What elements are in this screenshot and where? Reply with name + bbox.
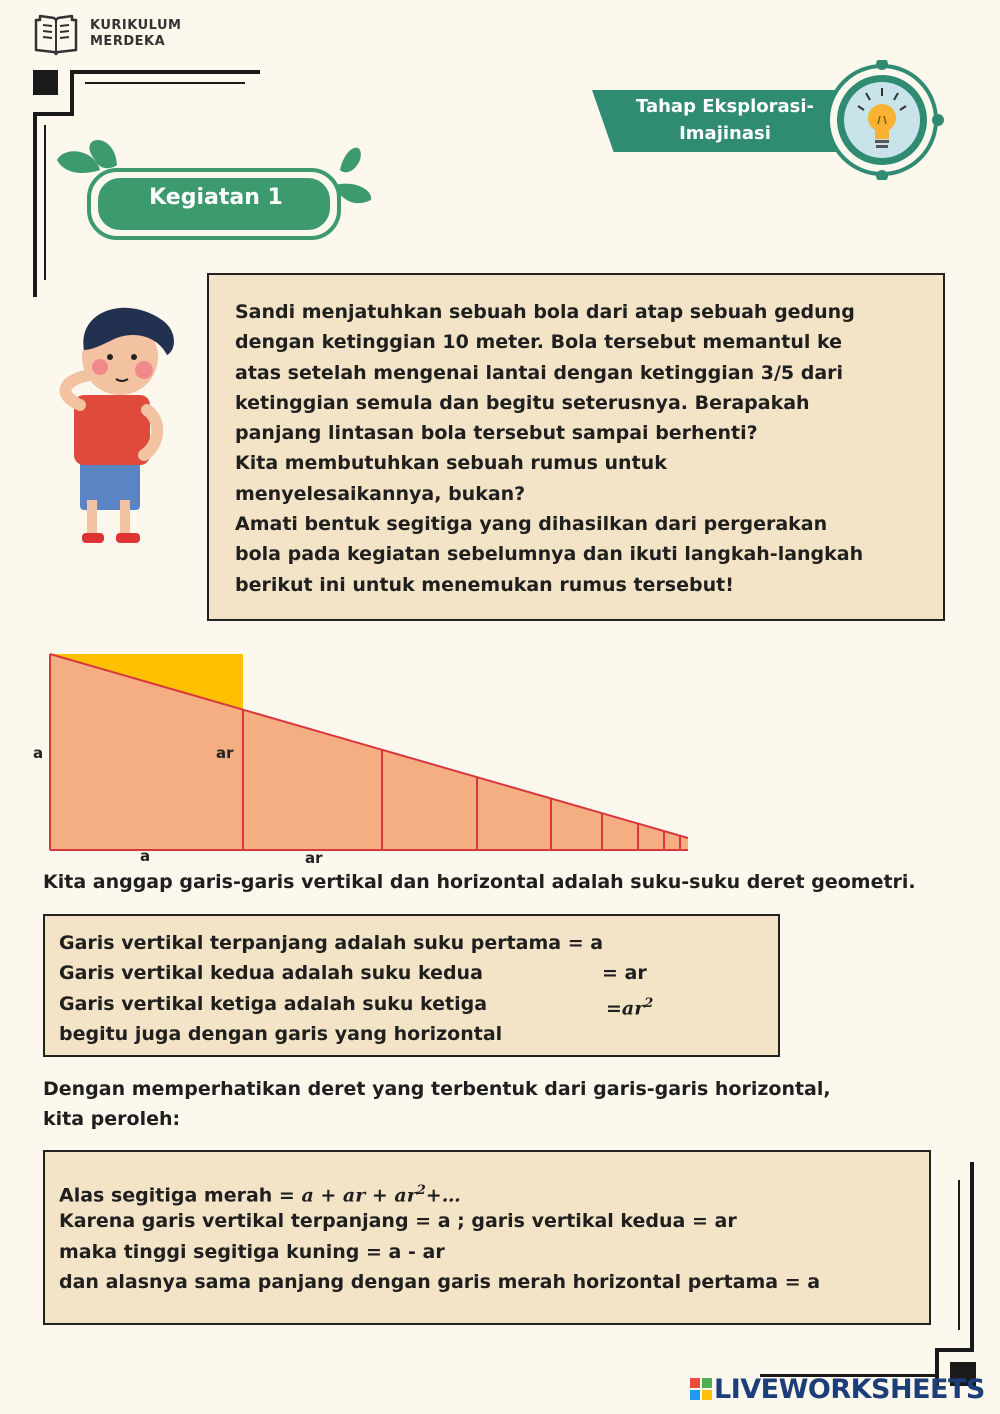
liveworksheets-logo-icon	[690, 1378, 712, 1400]
red-triangle	[50, 654, 688, 850]
intro-line: panjang lintasan bola tersebut sampai berhenti?	[235, 422, 758, 445]
frame-line	[935, 1348, 974, 1352]
activity-label: Kegiatan 1	[149, 185, 283, 210]
triangle-diagram	[30, 640, 710, 870]
paragraph	[43, 1074, 831, 1134]
garis-row-3-eq-sign: =	[606, 996, 622, 1019]
frame-corner-square	[33, 70, 58, 95]
brand-name	[90, 18, 181, 50]
intro-box	[207, 273, 945, 621]
garis-row-3-exp: 2	[644, 995, 654, 1011]
brand-line-2: MERDEKA	[90, 34, 166, 49]
liveworksheets-watermark	[690, 1374, 985, 1405]
intro-line: Sandi menjatuhkan sebuah bola dari atap sebuah gedung	[235, 301, 855, 323]
frame-line	[958, 1180, 960, 1330]
intro-line: berikut ini untuk menemukan rumus tersebut!	[235, 573, 734, 596]
alas-line-2: Karena garis vertikal terpanjang = a ; garis vertikal kedua = ar	[59, 1210, 737, 1233]
intro-line: bola pada kegiatan sebelumnya dan ikuti langkah-langkah	[235, 543, 864, 566]
paragraph-line-1: Dengan memperhatikan deret yang terbentuk dari garis-garis horizontal,	[43, 1078, 831, 1100]
garis-box	[43, 914, 780, 1057]
stage-title: Tahap Eksplorasi-Imajinasi	[636, 96, 814, 144]
alas-line-4: dan alasnya sama panjang dengan garis merah horizontal pertama = a	[59, 1270, 821, 1293]
intro-line: ketinggian semula dan begitu seterusnya. Berapakah	[235, 391, 810, 414]
frame-line	[33, 112, 74, 116]
frame-line	[70, 70, 74, 115]
label-a-height: a	[33, 744, 44, 762]
intro-line: Kita membutuhkan sebuah rumus untuk	[235, 452, 667, 475]
paragraph-line-2: kita peroleh:	[43, 1108, 181, 1130]
intro-line: menyelesaikannya, bukan?	[235, 482, 526, 505]
garis-row-2-text: Garis vertikal kedua adalah suku kedua	[59, 962, 483, 985]
alas-line-1	[59, 1176, 929, 1206]
garis-row-2-eq: = ar	[602, 962, 647, 985]
alas-line-1-text: Alas segitiga merah =	[59, 1184, 302, 1207]
label-ar-base: ar	[305, 849, 323, 867]
alas-line-1-math: a + ar + ar	[301, 1184, 417, 1207]
alas-line-1-exp: 2	[416, 1183, 426, 1198]
garis-row-4-text: begitu juga dengan garis yang horizontal	[59, 1022, 503, 1045]
garis-row-1	[59, 928, 778, 958]
frame-line	[85, 82, 245, 84]
garis-row-3-text: Garis vertikal ketiga adalah suku ketiga	[59, 992, 488, 1015]
garis-row-3-math: ar	[621, 996, 645, 1019]
garis-row-3	[59, 989, 778, 1019]
garis-row-2	[59, 958, 778, 988]
frame-line	[970, 1162, 974, 1352]
label-a-base: a	[140, 847, 151, 865]
statement-text: Kita anggap garis-garis vertikal dan horizontal adalah suku-suku deret geometri.	[43, 871, 916, 893]
intro-line: dengan ketinggian 10 meter. Bola tersebut memantul ke	[235, 331, 843, 354]
intro-line: atas setelah mengenai lantai dengan ketinggian 3/5 dari	[235, 361, 844, 384]
alas-line-1-tail: +…	[425, 1184, 461, 1207]
garis-row-4	[59, 1019, 778, 1049]
watermark-text: LIVEWORKSHEETS	[714, 1374, 985, 1405]
frame-line	[70, 70, 260, 74]
alas-line-3: maka tinggi segitiga kuning = a - ar	[59, 1240, 445, 1263]
label-ar-height: ar	[216, 744, 234, 762]
lightbulb-icon	[830, 60, 948, 180]
book-icon	[32, 12, 80, 56]
alas-box	[43, 1150, 931, 1325]
frame-line	[33, 112, 37, 297]
thinking-boy-illustration	[52, 295, 192, 550]
frame-line	[44, 125, 46, 280]
intro-line: Amati bentuk segitiga yang dihasilkan dari pergerakan	[235, 513, 828, 536]
garis-row-1-text: Garis vertikal terpanjang adalah suku pertama = a	[59, 932, 604, 954]
brand-line-1: KURIKULUM	[90, 18, 182, 33]
